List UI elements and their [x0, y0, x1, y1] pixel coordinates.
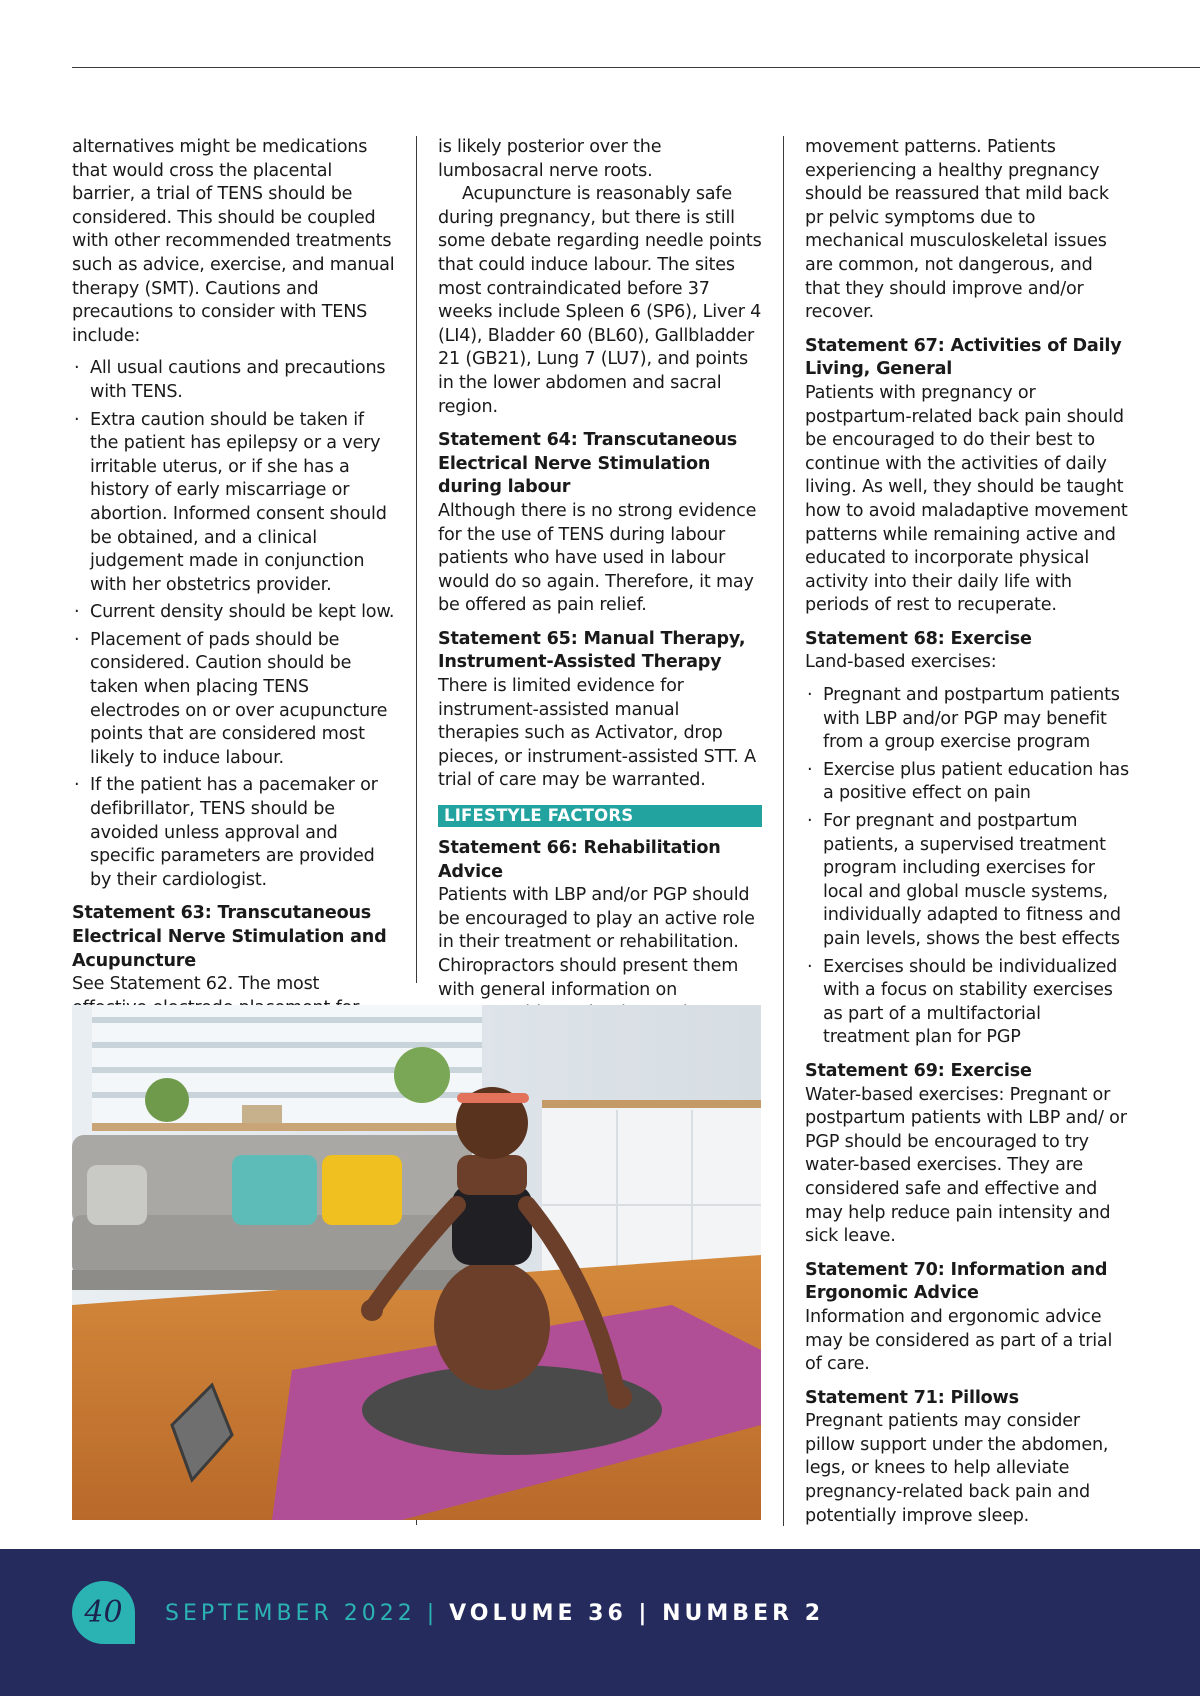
statement-67-text: Patients with pregnancy or postpartum-related back pain should be encouraged to do their best to continue with the activities of daily living. As well, they should be taught how to avoid maladaptive movement patterns while remaining active and educated to incorporate physical activity into their daily life with periods of rest to recuperate. [805, 382, 1128, 616]
statement-65-text: There is limited evidence for instrument-assisted manual therapies such as Activator, drop pieces, or instrument-assisted STT. A trial of care may be warranted. [438, 676, 756, 791]
statement-65-heading: Statement 65: Manual Therapy, Instrument-Assisted Therapy [438, 628, 746, 673]
column-1 [72, 136, 395, 1044]
lifestyle-factors-banner: LIFESTYLE FACTORS [438, 805, 762, 827]
plant [394, 1047, 450, 1103]
headband [457, 1093, 529, 1103]
list-item: · Exercise plus patient education has a positive effect on pain [805, 759, 1129, 806]
sports-top [452, 1185, 532, 1265]
books [242, 1105, 282, 1123]
statement-68-heading: Statement 68: Exercise [805, 628, 1032, 649]
statement-66-heading: Statement 66: Rehabilitation Advice [438, 838, 721, 882]
acupuncture-paragraph: Acupuncture is reasonably safe during pregnancy, but there is still some debate regarding needle points that could induce labour. The sites most contraindicated before 37 weeks include Spleen 6 (SP6), Liver 4 (LI4), Bladder 60 (BL60), Gallbladder 21 (GB21), Lung 7 (LU7), and points in the lower abdomen and sacral region. [438, 184, 762, 417]
cushion-yellow [322, 1155, 402, 1225]
tens-cautions-list [72, 357, 395, 892]
col1-intro: alternatives might be medications that would cross the placental barrier, a trial of TENS should be considered. This should be coupled with other recommended treatments such as advice, exercise, and manual therapy (SMT). Cautions and precautions to consider with TENS include: [72, 137, 395, 346]
sofa-base [72, 1270, 472, 1290]
issue-info [165, 1601, 824, 1627]
countertop [542, 1100, 761, 1108]
col3-continuation: movement patterns. Patients experiencing a healthy pregnancy should be reassured that mild back pr pelvic symptoms due to mechanical musculoskeletal issues are common, not dangerous, and that they should improve and/or recover. [805, 137, 1109, 323]
column-2 [438, 136, 762, 1049]
column-divider [416, 136, 417, 983]
page-footer [0, 1549, 1200, 1696]
statement-68-intro: Land-based exercises: [805, 652, 997, 673]
hand-right [608, 1385, 632, 1409]
statement-66-text: Patients with LBP and/or PGP should be encouraged to play an active role in their treatment or rehabilitation. Chiropractors should present them with general information on [438, 885, 755, 1000]
statement-63-text: See Statement 62. The most [72, 974, 320, 995]
column-3 [805, 136, 1129, 1528]
column-divider-tail [416, 1520, 417, 1525]
page-number-badge: 40 [72, 1581, 135, 1644]
issue-volume: VOLUME 36 | NUMBER 2 [449, 1601, 825, 1626]
torso [457, 1155, 527, 1195]
window-sill [92, 1123, 492, 1131]
list-item: · Placement of pads should be considered. Caution should be taken when placing TENS electrodes on or over acupuncture points that are considered most likely to induce labour. [72, 629, 395, 771]
hand-left [361, 1299, 383, 1321]
cushion-teal [232, 1155, 317, 1225]
issue-date: SEPTEMBER 2022 [165, 1601, 416, 1626]
col2-continuation: is likely posterior over the lumbosacral nerve roots. [438, 137, 662, 181]
statement-69-text: Water-based exercises: Pregnant or postpartum patients with LBP and/ or PGP should be encouraged to try water-based exercises. They are considered safe and effective and may help reduce pain intensity and sick leave. [805, 1084, 1127, 1247]
belly [434, 1260, 550, 1390]
statement-69-heading: Statement 69: Exercise [805, 1060, 1032, 1081]
statement-67-heading: Statement 67: Activities of Daily Living, General [805, 335, 1122, 380]
list-item: · Pregnant and postpartum patients with LBP and/or PGP may benefit from a group exercise program [805, 684, 1129, 755]
plant [145, 1078, 189, 1122]
column-divider [783, 136, 784, 1526]
statement-71-text: Pregnant patients may consider pillow support under the abdomen, legs, or knees to help alleviate pregnancy-related back pain and potentially improve sleep. [805, 1411, 1109, 1526]
land-exercise-list [805, 684, 1129, 1050]
list-item: · All usual cautions and precautions with TENS. [72, 357, 395, 404]
statement-64-heading: Statement 64: Transcutaneous Electrical Nerve Stimulation during labour [438, 430, 738, 498]
list-item: · For pregnant and postpartum patients, a supervised treatment program including exercises for local and global muscle systems, individually adapted to fitness and pain levels, shows the best effects [805, 810, 1129, 952]
top-rule [72, 67, 1200, 68]
cushion-grey [87, 1165, 147, 1225]
issue-separator: | [426, 1601, 439, 1626]
list-item: · Current density should be kept low. [72, 601, 395, 625]
statement-71-heading: Statement 71: Pillows [805, 1387, 1019, 1408]
list-item: · Exercises should be individualized with a focus on stability exercises as part of a multifactorial treatment plan for PGP [805, 956, 1129, 1050]
yoga-photo-illustration [72, 1005, 761, 1520]
list-item: · Extra caution should be taken if the patient has epilepsy or a very irritable uterus, or if she has a history of early miscarriage or abortion. Informed consent should be obtained, and a clinical judgement made in conjunction with her obstetrics provider. [72, 409, 395, 598]
pregnant-woman-yoga-photo [72, 1005, 761, 1520]
list-item: · If the patient has a pacemaker or defibrillator, TENS should be avoided unless approval and specific parameters are provided by their cardiologist. [72, 774, 395, 892]
statement-70-heading: Statement 70: Information and Ergonomic Advice [805, 1259, 1108, 1304]
statement-64-text: Although there is no strong evidence for the use of TENS during labour patients who have used in labour would do so again. Therefore, it may be offered as pain relief. [438, 500, 757, 616]
statement-70-text: Information and ergonomic advice may be considered as part of a trial of care. [805, 1306, 1113, 1375]
statement-63-heading: Statement 63: Transcutaneous Electrical Nerve Stimulation and Acupuncture [72, 903, 387, 971]
